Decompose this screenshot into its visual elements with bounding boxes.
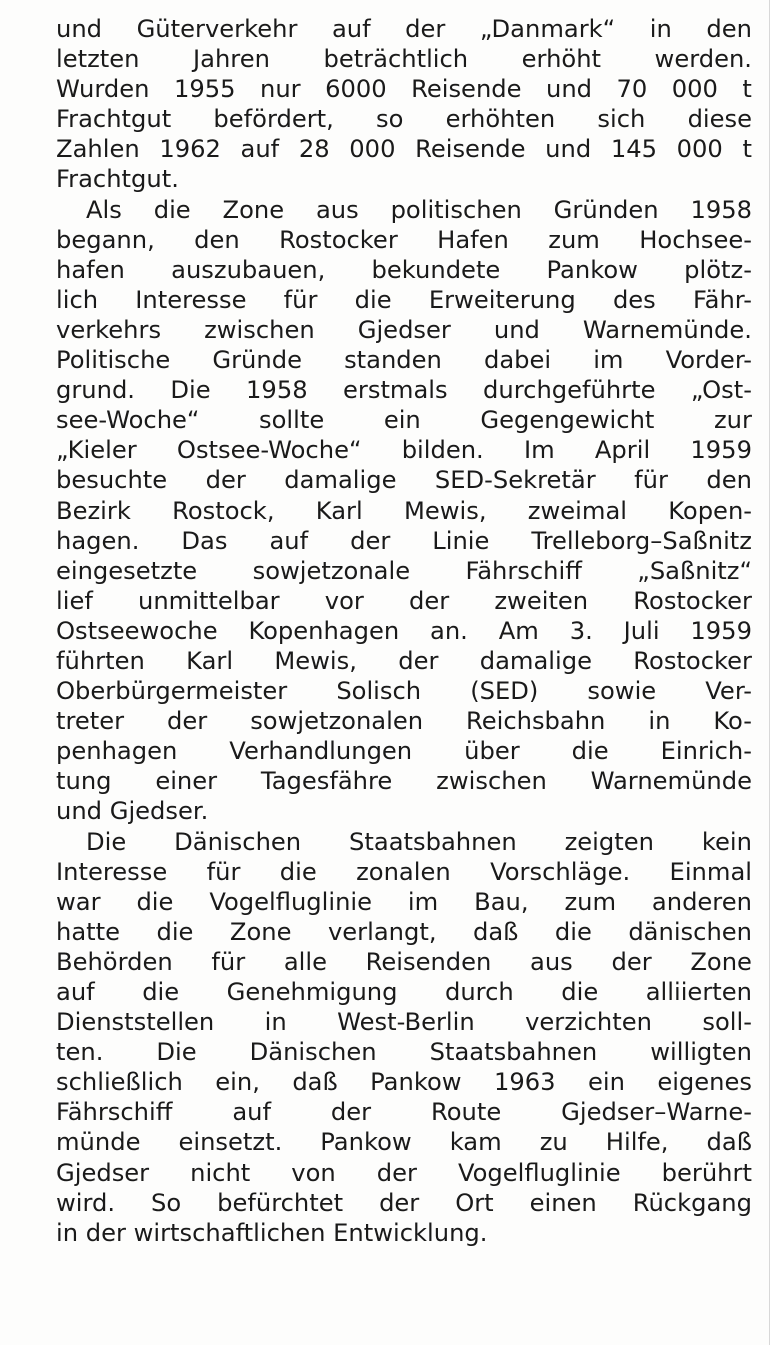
word: für [634, 466, 668, 495]
word: die [153, 195, 191, 224]
word: sowie [587, 677, 657, 706]
word: einsetzt. [178, 1128, 283, 1157]
word: zwischen [436, 767, 547, 796]
word: erhöhten [445, 105, 556, 134]
word: zeigten [564, 827, 654, 856]
word: Rostock, [172, 496, 275, 525]
word: schließlich [56, 1068, 183, 1097]
word: Pankow [546, 255, 638, 284]
word: Hilfe, [605, 1128, 669, 1157]
word: die [279, 857, 317, 886]
word: Die [170, 376, 211, 405]
word: Rostocker [633, 646, 752, 675]
word: damalige [479, 646, 592, 675]
word: ten. [56, 1038, 104, 1067]
word: Zone [229, 917, 292, 946]
word: der [379, 1188, 420, 1217]
word: die [354, 285, 392, 314]
text-line [56, 134, 752, 164]
word: „Danmark“ [479, 15, 616, 43]
text-line [56, 1188, 752, 1218]
word: Mewis, [274, 646, 357, 675]
word: 1958 [690, 195, 752, 224]
word: Pankow [320, 1128, 412, 1157]
word: Zone [222, 195, 285, 224]
word: Interesse [56, 857, 168, 886]
word: so [376, 105, 404, 134]
word: und [545, 135, 592, 164]
word: Bezirk [56, 496, 131, 525]
word: Ko- [713, 707, 752, 736]
word: verlangt, [327, 917, 437, 946]
word: ein [383, 406, 421, 435]
word: im [407, 887, 439, 916]
word: Im [523, 436, 555, 465]
word: Die [86, 827, 127, 856]
word: in [264, 1008, 287, 1037]
word: Zahlen [56, 135, 140, 164]
word: zweiten [494, 586, 589, 615]
word: Wurden [56, 75, 150, 104]
word: 28 [298, 135, 330, 164]
word: die [136, 887, 174, 916]
word: t [742, 135, 752, 164]
word: 000 [676, 135, 723, 164]
text-line [56, 1067, 752, 1097]
word: Reichsbahn [466, 707, 606, 736]
word: Reisenden [365, 947, 492, 976]
word: Kopenhagen [248, 616, 400, 645]
word: 1959 [690, 616, 752, 645]
word: West-Berlin [337, 1008, 475, 1037]
word: Karl [315, 496, 363, 525]
word: auf [240, 135, 280, 164]
paragraph [56, 195, 752, 827]
text-line [56, 496, 752, 526]
word: Gjedser [56, 1158, 150, 1187]
word: Mewis, [403, 496, 487, 525]
word: politischen [390, 195, 522, 224]
word: Als [86, 195, 122, 224]
word: 1958 [246, 376, 308, 405]
word: Pankow [370, 1068, 462, 1097]
text-column [56, 14, 752, 1248]
word: zweimal [527, 496, 627, 525]
word: Warnemünde [590, 767, 752, 796]
text-line [56, 255, 752, 285]
word: befördert, [213, 105, 334, 134]
word: Gründen [553, 195, 659, 224]
word: die [142, 978, 180, 1006]
word: kein [701, 827, 752, 856]
word: Erweiterung [428, 285, 576, 314]
text-line [56, 827, 752, 857]
text-line [56, 736, 752, 766]
text-line [56, 1007, 752, 1037]
word: wird. [56, 1188, 116, 1217]
word: willigten [650, 1038, 752, 1067]
text-line [56, 44, 752, 74]
word: der [350, 526, 391, 555]
text-line [56, 857, 752, 887]
word: Gegengewicht [480, 406, 655, 435]
word: Dienststellen [56, 1008, 215, 1037]
word: auf [331, 15, 371, 43]
word: 1962 [159, 135, 221, 164]
word: Reisende [415, 135, 526, 164]
word: zwischen [204, 315, 315, 344]
word: alliierten [645, 978, 752, 1006]
word: Behörden [56, 947, 173, 976]
word: verkehrs [56, 315, 162, 344]
word: auf [56, 978, 95, 1006]
text-line: und Gjedser. [56, 797, 209, 826]
word: und [56, 15, 103, 43]
text-line [56, 405, 752, 435]
word: sich [597, 105, 646, 134]
word: Gjedser [357, 315, 451, 344]
word: die [561, 978, 599, 1006]
word: letzten [56, 45, 140, 74]
word: vor [324, 586, 364, 615]
text-line [56, 225, 752, 255]
word: Das [181, 526, 228, 555]
word: und [493, 315, 540, 344]
word: in [649, 15, 672, 43]
word: bekundete [371, 255, 501, 284]
word: „Ost- [690, 376, 752, 405]
word: zur [713, 406, 752, 435]
word: Fährschiff [465, 556, 582, 585]
text-line [56, 104, 752, 134]
word: Juli [623, 616, 660, 645]
word: daß [473, 917, 519, 946]
text-line [56, 345, 752, 375]
word: Verhandlungen [229, 737, 413, 766]
word: treter [56, 707, 125, 736]
word: Zone [690, 947, 752, 976]
word: Karl [186, 646, 234, 675]
word: lich [56, 285, 99, 314]
text-line [56, 917, 752, 947]
word: Gjedser–Warne- [561, 1098, 752, 1127]
text-line [56, 676, 752, 706]
word: hatte [56, 917, 121, 946]
paragraph [56, 14, 752, 195]
word: SED-Sekretär [434, 466, 596, 495]
word: die [554, 917, 592, 946]
text-line [56, 1127, 752, 1157]
word: Hochsee- [639, 225, 752, 254]
word: Jahren [193, 45, 270, 74]
word: Einrich- [660, 737, 752, 766]
text-line [56, 586, 752, 616]
word: sowjetzonalen [250, 707, 424, 736]
word: beträchtlich [323, 45, 469, 74]
word: dabei [483, 346, 552, 375]
word: Kopen- [668, 496, 752, 525]
word: auszubauen, [171, 255, 326, 284]
word: hagen. [56, 526, 140, 555]
text-line [56, 465, 752, 495]
word: Interesse [135, 285, 247, 314]
word: tung [56, 767, 112, 796]
text-line [56, 435, 752, 465]
text-line [56, 285, 752, 315]
word: einen [529, 1188, 597, 1217]
word: zu [539, 1128, 568, 1157]
text-line [56, 887, 752, 917]
word: sowjetzonale [252, 556, 411, 585]
word: lief [56, 586, 93, 615]
text-line [56, 977, 752, 1007]
word: auf [269, 526, 309, 555]
word: see-Woche“ [56, 406, 200, 435]
word: Hafen [437, 225, 509, 254]
word: plötz- [684, 255, 752, 284]
word: begann, [56, 225, 155, 254]
word: für [283, 285, 318, 314]
word: Genehmigung [226, 978, 398, 1006]
word: besuchte [56, 466, 168, 495]
word: Fähr- [692, 285, 752, 314]
text-line [56, 1158, 752, 1188]
word: der [409, 586, 450, 615]
word: Ostsee-Woche“ [176, 436, 362, 465]
word: standen [344, 346, 442, 375]
word: den [706, 15, 752, 43]
word: Staatsbahnen [429, 1038, 598, 1067]
word: des [612, 285, 656, 314]
word: auf [232, 1098, 271, 1127]
text-line [56, 1037, 752, 1067]
word: Güterverkehr [136, 15, 298, 43]
word: den [706, 466, 752, 495]
word: berührt [661, 1158, 752, 1187]
word: soll- [702, 1008, 752, 1037]
text-line: Frachtgut. [56, 165, 179, 194]
word: nicht [190, 1158, 251, 1187]
word: den [194, 225, 240, 254]
word: Oberbürgermeister [56, 677, 288, 706]
word: Vorder- [665, 346, 752, 375]
word: der [376, 1158, 417, 1187]
word: Rückgang [632, 1188, 752, 1217]
word: grund. [56, 376, 135, 405]
word: „Saßnitz“ [637, 556, 752, 585]
paragraph [56, 827, 752, 1248]
word: in [648, 707, 671, 736]
word: ein, [215, 1068, 260, 1097]
word: Dänischen [249, 1038, 377, 1067]
word: (SED) [470, 677, 539, 706]
word: Frachtgut [56, 105, 172, 134]
word: Gründe [212, 346, 302, 375]
word: der [405, 15, 446, 43]
text-line [56, 706, 752, 736]
word: 1955 [173, 75, 236, 104]
text-line [56, 74, 752, 104]
word: Tagesfähre [260, 767, 393, 796]
word: für [206, 857, 241, 886]
word: „Kieler [56, 436, 137, 465]
word: ein [587, 1068, 625, 1097]
word: der [611, 947, 652, 976]
text-line [56, 315, 752, 345]
word: Ort [455, 1188, 494, 1217]
word: diese [687, 105, 752, 134]
word: der [398, 646, 439, 675]
word: die [156, 917, 194, 946]
word: Vogelfluglinie [457, 1158, 621, 1187]
word: Rostocker [279, 225, 398, 254]
text-line [56, 766, 752, 796]
word: sollte [259, 406, 325, 435]
word: Fährschiff [56, 1098, 173, 1127]
word: daß [706, 1128, 752, 1157]
text-line [56, 646, 752, 676]
word: 1959 [690, 436, 752, 465]
word: eingesetzte [56, 556, 198, 585]
word: daß [292, 1068, 338, 1097]
word: alle [283, 947, 327, 976]
word: zonalen [356, 857, 451, 886]
word: erstmals [343, 376, 448, 405]
text-line [56, 14, 752, 44]
word: war [56, 887, 101, 916]
word: Staatsbahnen [349, 827, 517, 856]
word: Reisende [411, 75, 522, 104]
word: Rostocker [633, 586, 752, 615]
word: der [330, 1098, 372, 1127]
text-line [56, 616, 752, 646]
word: 70 [616, 75, 648, 104]
word: kam [449, 1128, 502, 1157]
text-line [56, 556, 752, 586]
word: zum [564, 887, 617, 916]
word: der [167, 707, 208, 736]
word: münde [56, 1128, 141, 1157]
word: durchgeführte [483, 376, 656, 405]
word: über [464, 737, 520, 766]
word: Linie [432, 526, 490, 555]
word: Dänischen [174, 827, 302, 856]
text-line: in der wirtschaftlichen Entwicklung. [56, 1218, 488, 1247]
word: Politische [56, 346, 171, 375]
text-line [56, 526, 752, 556]
word: 000 [671, 75, 718, 104]
word: bilden. [401, 436, 484, 465]
word: Bau, [474, 887, 529, 916]
word: Warnemünde. [582, 315, 752, 344]
word: aus [530, 947, 573, 976]
word: Trelleborg–Saßnitz [531, 526, 752, 555]
word: Ostseewoche [56, 616, 218, 645]
word: aus [315, 195, 359, 224]
word: von [291, 1158, 336, 1187]
word: Am [498, 616, 539, 645]
text-line [56, 947, 752, 977]
word: Die [156, 1038, 197, 1067]
word: werden. [654, 45, 752, 74]
word: April [594, 436, 651, 465]
word: 1963 [493, 1068, 556, 1097]
word: im [593, 346, 624, 375]
word: t [742, 75, 752, 104]
word: befürchtet [217, 1188, 344, 1217]
word: die [571, 737, 609, 766]
text-line [56, 375, 752, 405]
word: anderen [651, 887, 752, 916]
word: Vorschläge. [490, 857, 631, 886]
word: eigenes [657, 1068, 752, 1097]
word: und [546, 75, 593, 104]
word: hafen [56, 255, 125, 284]
word: erhöht [521, 45, 602, 74]
word: verzichten [525, 1008, 652, 1037]
word: führten [56, 646, 145, 675]
word: 000 [349, 135, 396, 164]
word: unmittelbar [138, 586, 280, 615]
word: Route [430, 1098, 502, 1127]
word: für [211, 947, 246, 976]
word: 145 [610, 135, 657, 164]
word: 6000 [325, 75, 387, 104]
word: zum [548, 225, 600, 254]
word: durch [445, 978, 514, 1006]
word: der [205, 466, 246, 495]
text-line [56, 195, 752, 225]
word: So [151, 1188, 182, 1217]
word: an. [430, 616, 468, 645]
word: einer [155, 767, 218, 796]
word: penhagen [56, 737, 178, 766]
word: Vogelfluglinie [209, 887, 373, 916]
word: nur [260, 75, 301, 104]
word: Ver- [705, 677, 752, 706]
word: Solisch [336, 677, 422, 706]
word: dänischen [628, 917, 752, 946]
word: 3. [569, 616, 593, 645]
text-line [56, 1097, 752, 1127]
word: Einmal [669, 857, 752, 886]
word: damalige [284, 466, 397, 495]
